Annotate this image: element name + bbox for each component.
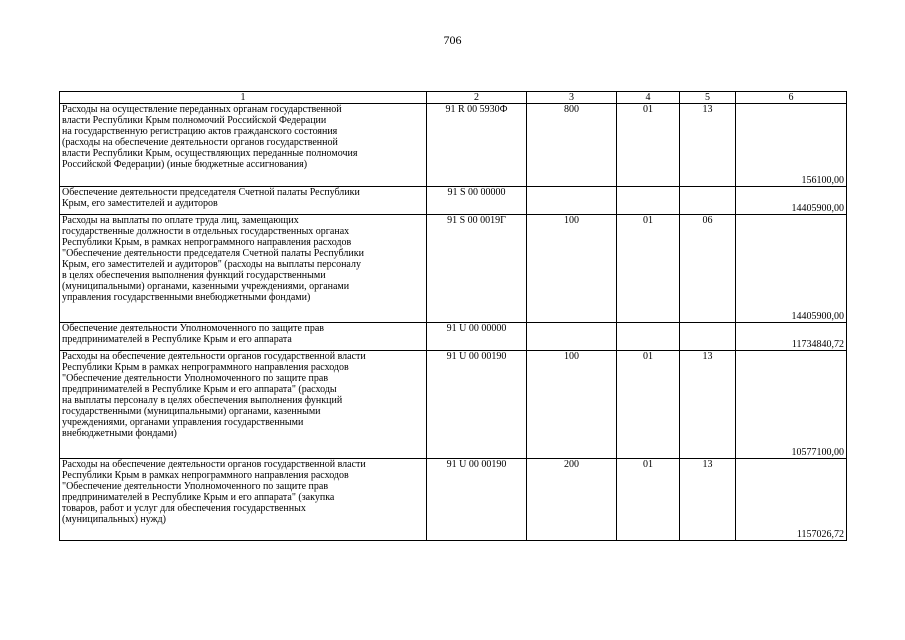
- row-amount: 1157026,72: [736, 459, 847, 541]
- row-target-article: 91 U 00 00000: [427, 323, 527, 351]
- table-row: [60, 187, 847, 215]
- table-row: [60, 215, 847, 323]
- table-header-row: [60, 92, 847, 104]
- row-expense-type: 800: [527, 104, 617, 187]
- row-subsection: 13: [680, 351, 736, 459]
- row-expense-type: 100: [527, 351, 617, 459]
- row-target-article: 91 U 00 00190: [427, 351, 527, 459]
- table-row: [60, 104, 847, 187]
- column-header-4: 4: [617, 92, 680, 104]
- row-name: Обеспечение деятельности председателя Счетной палаты Республики Крым, его заместителей и аудиторов: [60, 187, 427, 215]
- row-section: 01: [617, 351, 680, 459]
- row-expense-type: [527, 323, 617, 351]
- row-amount: 14405900,00: [736, 187, 847, 215]
- row-subsection: 06: [680, 215, 736, 323]
- row-target-article: 91 U 00 00190: [427, 459, 527, 541]
- row-amount: 14405900,00: [736, 215, 847, 323]
- table-row: [60, 323, 847, 351]
- row-section: 01: [617, 215, 680, 323]
- row-name: Расходы на выплаты по оплате труда лиц, замещающих государственные должности в отдельных государственных органах Республики Крым, в рамках непрограммного направления расходов "Обеспечение деятельности председателя Счетной палаты Республики Крым, его заместителей и аудиторов" (расходы на выплаты персоналу в целях обеспечения выполнения функций государственными (муниципальными) органами, казенными учреждениями, органами управления государственными внебюджетными фондами): [60, 215, 427, 323]
- row-name: Расходы на обеспечение деятельности органов государственной власти Республики Крым в рамках непрограммного направления расходов "Обеспечение деятельности Уполномоченного по защите прав предпринимателей в Республике Крым и его аппарата" (расходы на выплаты персоналу в целях обеспечения выполнения функций государственными (муниципальными) органами, казенными учреждениями, органами управления государственными внебюджетными фондами): [60, 351, 427, 459]
- row-section: 01: [617, 459, 680, 541]
- row-name: Расходы на осуществление переданных органам государственной власти Республики Крым полномочий Российской Федерации на государственную регистрацию актов гражданского состояния (расходы на обеспечение деятельности органов государственной власти Республики Крым, осуществляющих переданные полномочия Российской Федерации) (иные бюджетные ассигнования): [60, 104, 427, 187]
- page-number: 706: [443, 33, 462, 47]
- row-section: 01: [617, 104, 680, 187]
- column-header-2: 2: [427, 92, 527, 104]
- row-target-article: 91 S 00 0019Г: [427, 215, 527, 323]
- row-target-article: 91 R 00 5930Ф: [427, 104, 527, 187]
- budget-table: [59, 91, 847, 541]
- column-header-6: 6: [736, 92, 847, 104]
- row-target-article: 91 S 00 00000: [427, 187, 527, 215]
- row-section: [617, 187, 680, 215]
- row-subsection: 13: [680, 104, 736, 187]
- column-header-1: 1: [60, 92, 427, 104]
- row-name: Расходы на обеспечение деятельности органов государственной власти Республики Крым в рамках непрограммного направления расходов "Обеспечение деятельности Уполномоченного по защите прав предпринимателей в Республике Крым и его аппарата" (закупка товаров, работ и услуг для обеспечения государственных (муниципальных) нужд): [60, 459, 427, 541]
- row-amount: 156100,00: [736, 104, 847, 187]
- row-expense-type: [527, 187, 617, 215]
- column-header-3: 3: [527, 92, 617, 104]
- row-subsection: 13: [680, 459, 736, 541]
- row-subsection: [680, 323, 736, 351]
- row-amount: 11734840,72: [736, 323, 847, 351]
- row-amount: 10577100,00: [736, 351, 847, 459]
- row-name: Обеспечение деятельности Уполномоченного по защите прав предпринимателей в Республике Крым и его аппарата: [60, 323, 427, 351]
- table-row: [60, 351, 847, 459]
- table-row: [60, 459, 847, 541]
- row-expense-type: 100: [527, 215, 617, 323]
- row-section: [617, 323, 680, 351]
- row-expense-type: 200: [527, 459, 617, 541]
- column-header-5: 5: [680, 92, 736, 104]
- row-subsection: [680, 187, 736, 215]
